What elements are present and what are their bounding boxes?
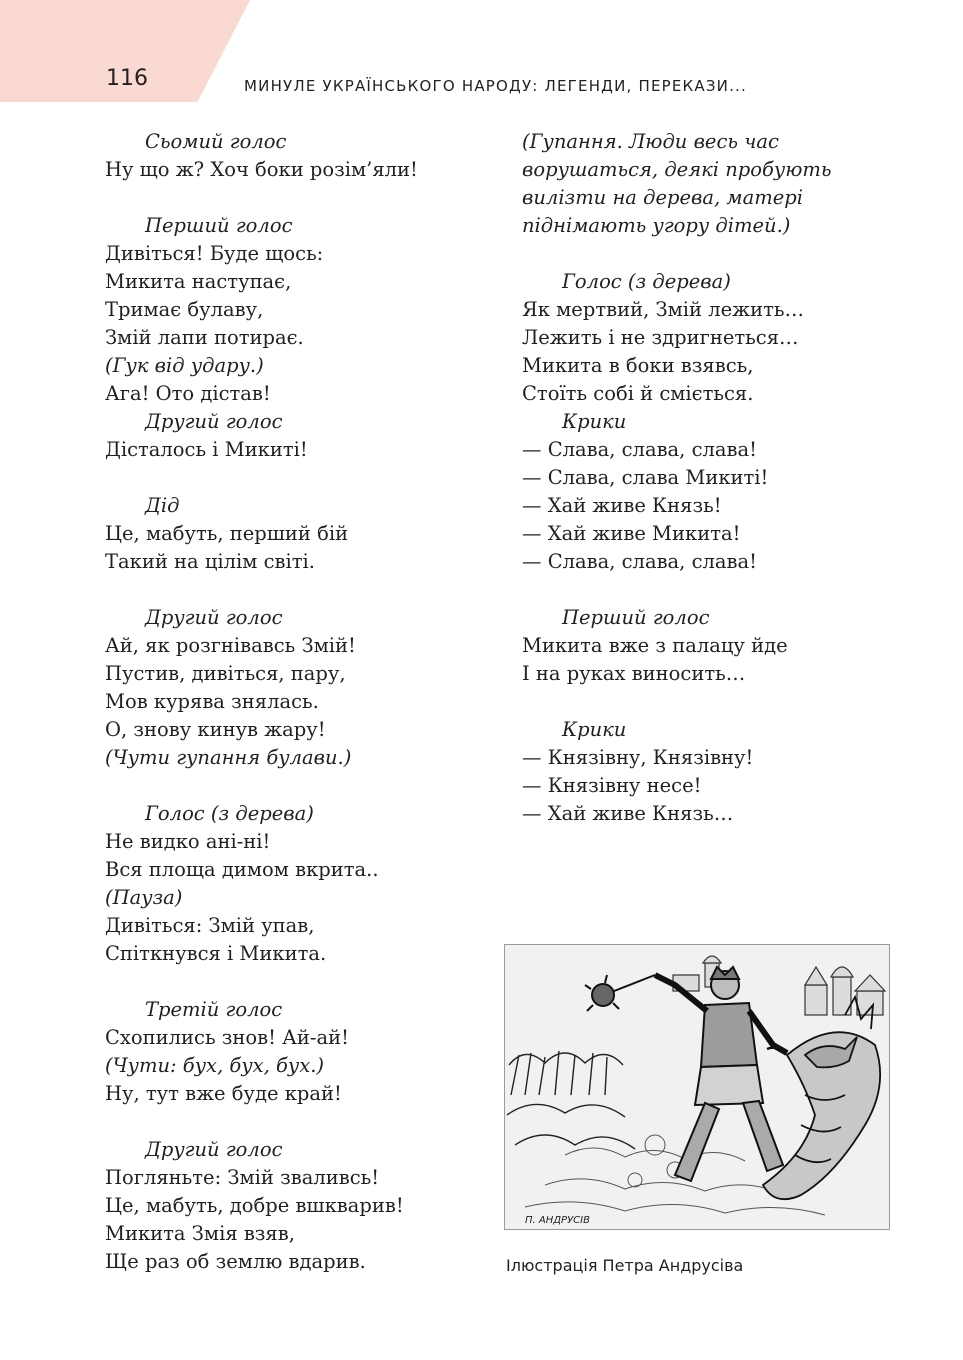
illustration-signature: П. АНДРУСІВ (525, 1215, 590, 1226)
verse-line: Дісталось і Микиті! (105, 438, 308, 461)
verse-line: — Хай живе Князь! (522, 494, 722, 517)
stanza-gap (105, 968, 490, 996)
verse-line: Вся площа димом вкрита.. (105, 858, 379, 881)
speaker-name: Сьомий голос (145, 130, 287, 153)
stanza-gap (105, 464, 490, 492)
stanza-gap (522, 240, 907, 268)
verse-line: — Слава, слава, слава! (522, 550, 757, 573)
verse-line: О, знову кинув жару! (105, 718, 326, 741)
verse-line: — Князівну, Князівну! (522, 746, 754, 769)
verse-line: — Хай живе Князь… (522, 802, 734, 825)
verse-line: Погляньте: Змій зваливсь! (105, 1166, 380, 1189)
stage-direction: (Чути: бух, бух, бух.) (105, 1054, 325, 1077)
illustration-nikita-and-dragon (504, 944, 890, 1230)
verse-line: Ще раз об землю вдарив. (105, 1250, 366, 1273)
speaker-name: Третій голос (145, 998, 283, 1021)
speaker-name: Перший голос (562, 606, 710, 629)
verse-line: Такий на цілім світі. (105, 550, 315, 573)
verse-line: Ага! Ото дістав! (105, 382, 271, 405)
verse-line: Спіткнувся і Микита. (105, 942, 327, 965)
verse-line: — Слава, слава Микиті! (522, 466, 769, 489)
verse-line: Ну, тут вже буде край! (105, 1082, 342, 1105)
stanza-gap (105, 184, 490, 212)
speaker-name: Другий голос (145, 1138, 283, 1161)
verse-line: Змій лапи потирає. (105, 326, 304, 349)
stanza-gap (522, 688, 907, 716)
verse-line: Дивіться: Змій упав, (105, 914, 315, 937)
left-text-column (105, 128, 490, 1276)
verse-line: — Князівну несе! (522, 774, 702, 797)
speaker-name: Дід (145, 494, 180, 517)
verse-line: Тримає булаву, (105, 298, 264, 321)
running-head: МИНУЛЕ УКРАЇНСЬКОГО НАРОДУ: ЛЕГЕНДИ, ПЕРЕКАЗИ... (244, 77, 747, 95)
speaker-name: Другий голос (145, 606, 283, 629)
verse-line: Стоїть собі й сміється. (522, 382, 754, 405)
speaker-name: Голос (з дерева) (145, 802, 314, 825)
verse-line: Лежить і не здригнеться… (522, 326, 799, 349)
page-number: 116 (106, 66, 148, 91)
verse-line: Микита в боки взявсь, (522, 354, 754, 377)
stage-direction: (Пауза) (105, 886, 183, 909)
verse-line: І на руках виносить… (522, 662, 746, 685)
stanza-gap (105, 576, 490, 604)
verse-line: Не видко ані-ні! (105, 830, 271, 853)
stanza-gap (105, 1108, 490, 1136)
speaker-name: Крики (562, 410, 627, 433)
verse-line: Мов курява знялась. (105, 690, 319, 713)
verse-line: — Хай живе Микита! (522, 522, 741, 545)
verse-line: Схопились знов! Ай-ай! (105, 1026, 349, 1049)
verse-line: Це, мабуть, добре вшкварив! (105, 1194, 404, 1217)
verse-line: Микита Змія взяв, (105, 1222, 295, 1245)
illustration-caption: Ілюстрація Петра Андрусіва (506, 1256, 744, 1275)
verse-line: Це, мабуть, перший бій (105, 522, 349, 545)
verse-line: Ай, як розгнівавсь Змій! (105, 634, 356, 657)
speaker-name: Голос (з дерева) (562, 270, 731, 293)
right-text-column (522, 128, 907, 828)
verse-line: Пустив, дивіться, пару, (105, 662, 346, 685)
stage-direction: (Чути гупання булави.) (105, 746, 352, 769)
stage-direction: ворушаться, деякі пробують (522, 158, 832, 181)
stage-direction: піднімають угору дітей.) (522, 214, 791, 237)
speaker-name: Другий голос (145, 410, 283, 433)
speaker-name: Крики (562, 718, 627, 741)
stanza-gap (522, 576, 907, 604)
verse-line: Микита наступає, (105, 270, 292, 293)
verse-line: Ну що ж? Хоч боки розім’яли! (105, 158, 418, 181)
stanza-gap (105, 772, 490, 800)
verse-line: Микита вже з палацу йде (522, 634, 788, 657)
stage-direction: (Гук від удару.) (105, 354, 264, 377)
verse-line: Як мертвий, Змій лежить… (522, 298, 804, 321)
stage-direction: (Гупання. Люди весь час (522, 130, 779, 153)
speaker-name: Перший голос (145, 214, 293, 237)
stage-direction: вилізти на дерева, матері (522, 186, 803, 209)
verse-line: Дивіться! Буде щось: (105, 242, 324, 265)
verse-line: — Слава, слава, слава! (522, 438, 757, 461)
